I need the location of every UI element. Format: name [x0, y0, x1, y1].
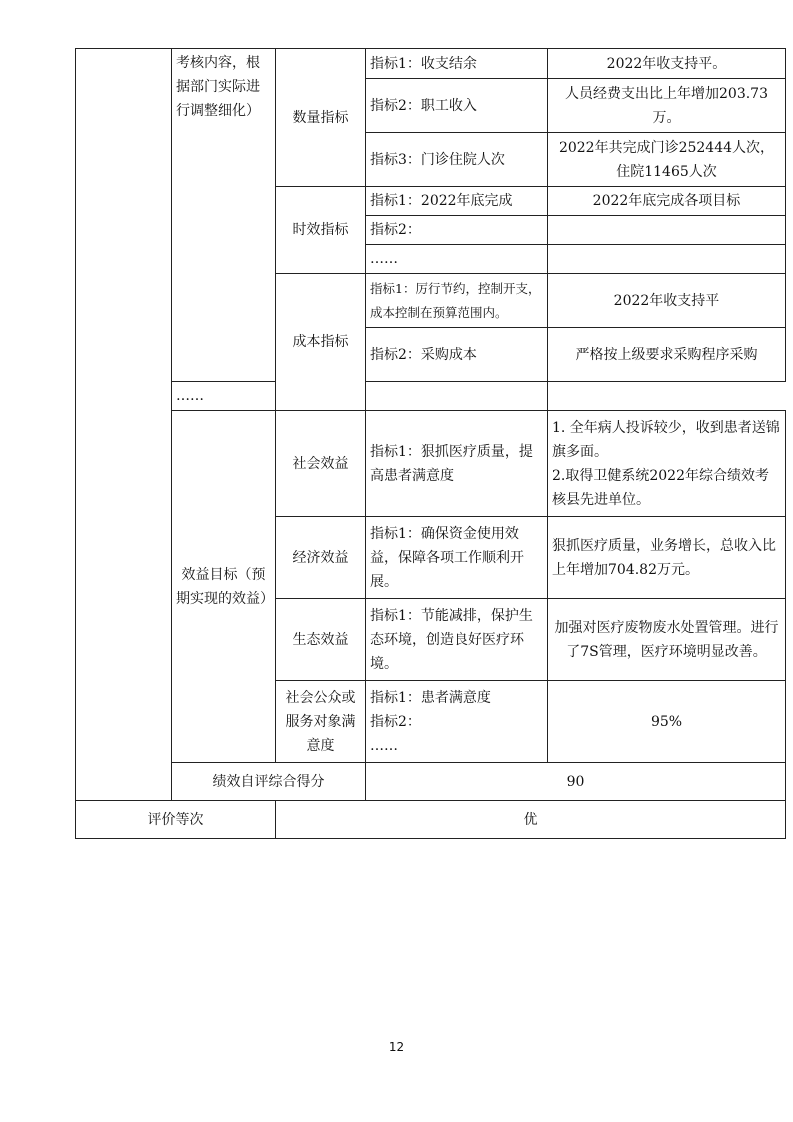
- value-cell: 2022年共完成门诊252444人次，住院11465人次: [548, 133, 786, 187]
- value-cell: 狠抓医疗质量，业务增长，总收入比上年增加704.82万元。: [548, 517, 786, 599]
- cost-indicator-label: 成本指标: [276, 274, 366, 411]
- value-cell: [366, 382, 548, 411]
- value-cell: 2022年收支持平。: [548, 49, 786, 79]
- value-cell: [548, 245, 786, 274]
- indicator-cell: 指标1：2022年底完成: [366, 187, 548, 216]
- score-value: 90: [366, 763, 786, 801]
- value-cell: 加强对医疗废物废水处置管理。进行了7S管理，医疗环境明显改善。: [548, 599, 786, 681]
- indicator-line: ……: [370, 737, 398, 754]
- blank-category-cell: [76, 49, 172, 801]
- grade-value: 优: [276, 801, 786, 839]
- value-line: 1. 全年病人投诉较少，收到患者送锦旗多面。: [552, 419, 780, 460]
- indicator-cell: 指标1：狠抓医疗质量，提高患者满意度: [366, 411, 548, 517]
- indicator-cell: 指标2：职工收入: [366, 79, 548, 133]
- indicator-cell: 指标1：确保资金使用效益，保障各项工作顺利开展。: [366, 517, 548, 599]
- value-line: 2.取得卫健系统2022年综合绩效考核县先进单位。: [552, 467, 769, 508]
- indicator-cell: 指标2：: [366, 216, 548, 245]
- value-cell: 95%: [548, 681, 786, 763]
- indicator-line: 指标1：患者满意度: [370, 689, 491, 706]
- score-label: 绩效自评综合得分: [172, 763, 366, 801]
- indicator-cell: ……: [366, 245, 548, 274]
- benefit-target-label: 效益目标（预期实现的效益）: [172, 411, 276, 763]
- indicator-cell: 指标1：厉行节约，控制开支，成本控制在预算范围内。: [366, 274, 548, 328]
- ecological-benefit-label: 生态效益: [276, 599, 366, 681]
- table-row: [76, 49, 786, 79]
- value-cell: 2022年底完成各项目标: [548, 187, 786, 216]
- performance-table: [75, 48, 786, 839]
- value-cell: 人员经费支出比上年增加203.73万。: [548, 79, 786, 133]
- grade-row: [76, 801, 786, 839]
- grade-label: 评价等次: [76, 801, 276, 839]
- indicator-cell: 指标2：采购成本: [366, 328, 548, 382]
- indicator-cell: 指标1：收支结余: [366, 49, 548, 79]
- table-row: [76, 411, 786, 517]
- indicator-cell: ……: [172, 382, 276, 411]
- indicator-line: 指标2：: [370, 713, 421, 730]
- table-row: [76, 382, 786, 411]
- value-cell: 严格按上级要求采购程序采购: [548, 328, 786, 382]
- value-cell: 2022年收支持平: [548, 274, 786, 328]
- indicator-cell: 指标1：节能减排，保护生态环境，创造良好医疗环境。: [366, 599, 548, 681]
- output-target-label: 考核内容，根据部门实际进行调整细化）: [172, 49, 276, 382]
- satisfaction-label: 社会公众或服务对象满意度: [276, 681, 366, 763]
- timeliness-indicator-label: 时效指标: [276, 187, 366, 274]
- value-cell: [548, 216, 786, 245]
- indicator-cell: [366, 681, 548, 763]
- economic-benefit-label: 经济效益: [276, 517, 366, 599]
- quantity-indicator-label: 数量指标: [276, 49, 366, 187]
- score-row: [76, 763, 786, 801]
- social-benefit-label: 社会效益: [276, 411, 366, 517]
- indicator-cell: 指标3：门诊住院人次: [366, 133, 548, 187]
- page-number: 12: [388, 1040, 405, 1054]
- value-cell: [548, 411, 786, 517]
